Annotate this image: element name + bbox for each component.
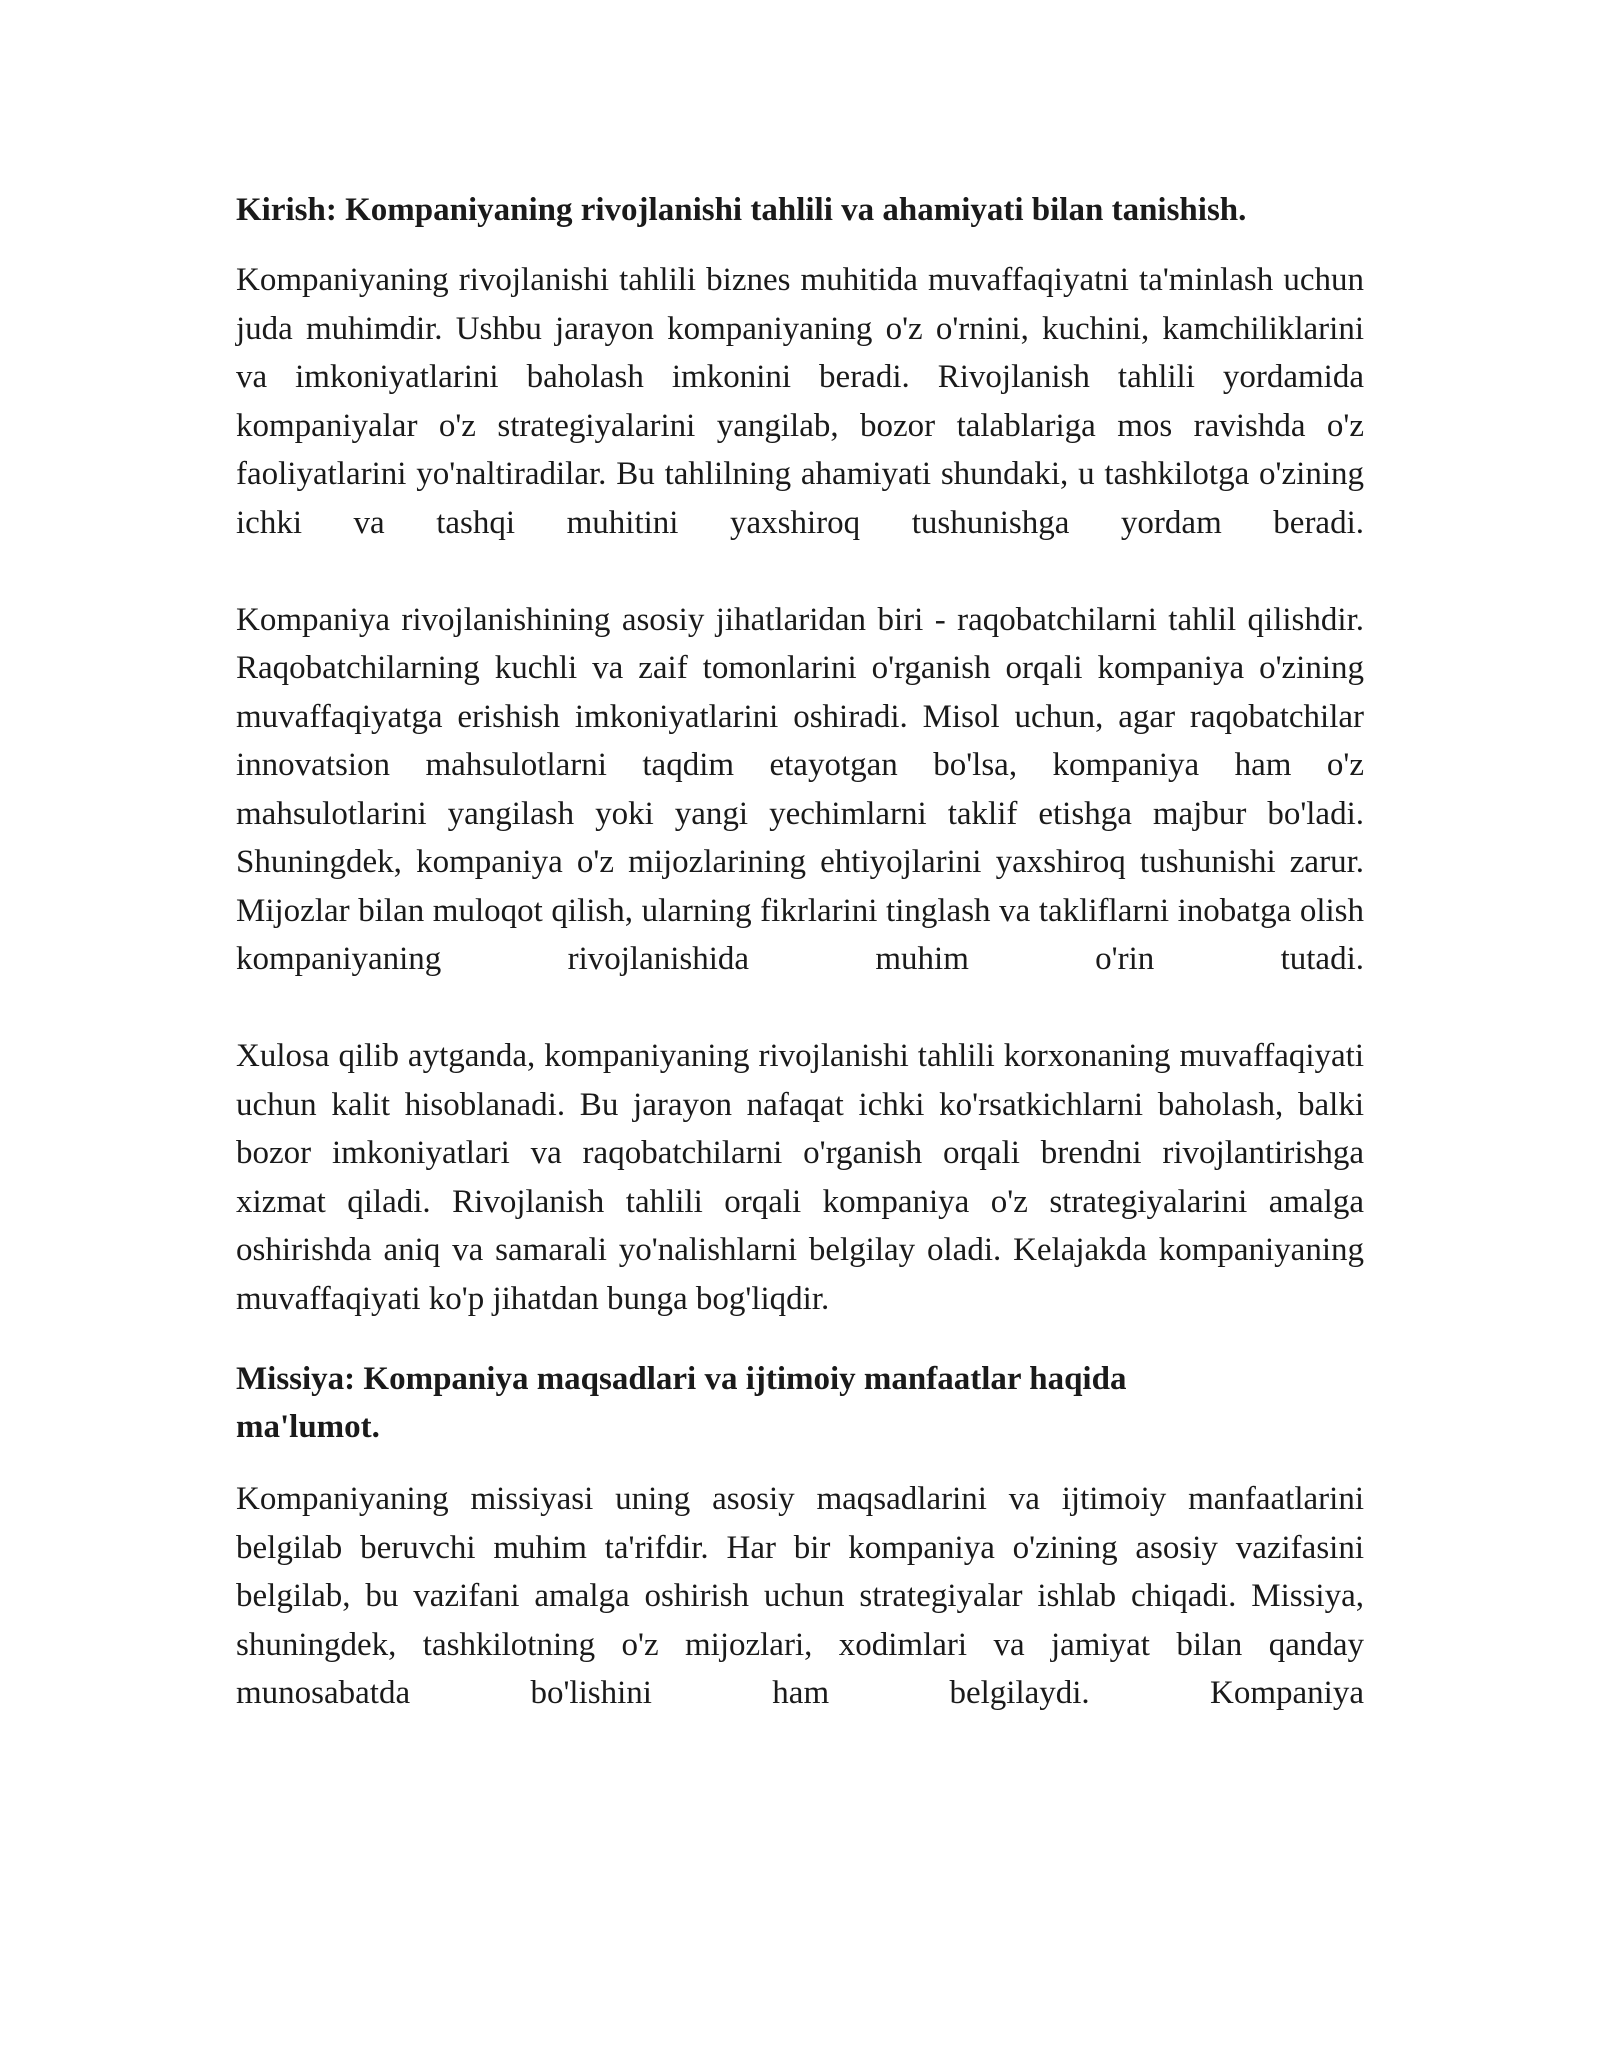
paragraph-mission: Kompaniyaning missiyasi uning asosiy maqsadlarini va ijtimoiy manfaatlarini belgilab beruvchi muhim ta'rifdir. Har bir kompaniya o'zining asosiy vazifasini belgilab, bu vazifani amalga oshirish uchun strategiyalar ishlab chiqadi. Missiya, shuningdek, tashkilotning o'z mijozlari, xodimlari va jamiyat bilan qanday munosabatda bo'lishini ham belgilaydi. Kompaniya — [236, 1481, 1364, 1711]
section-heading-kirish: Kirish: Kompaniyaning rivojlanishi tahlili va ahamiyati bilan tanishish. — [236, 192, 1247, 228]
section-heading-missiya: Missiya: Kompaniya maqsadlari va ijtimoiy manfaatlar haqida ma'lumot. — [236, 1361, 1127, 1445]
document-body — [236, 186, 1364, 1718]
paragraph-gap — [236, 547, 1364, 596]
paragraph-gap — [236, 984, 1364, 1033]
paragraph-intro: Kompaniyaning rivojlanishi tahlili biznes muhitida muvaffaqiyatni ta'minlash uchun juda muhimdir. Ushbu jarayon kompaniyaning o'z o'rnini, kuchini, kamchiliklarini va imkoniyatlarini baholash imkonini beradi. Rivojlanish tahlili yordamida kompaniyalar o'z strategiyalarini yangilab, bozor talablariga mos ravishda o'z faoliyatlarini yo'naltiradilar. Bu tahlilning ahamiyati shundaki, u tashkilotga o'zining ichki va tashqi muhitini yaxshiroq tushunishga yordam beradi. — [236, 262, 1364, 541]
paragraph-competitors: Kompaniya rivojlanishining asosiy jihatlaridan biri - raqobatchilarni tahlil qilishdir. Raqobatchilarning kuchli va zaif tomonlarini o'rganish orqali kompaniya o'zining muvaffaqiyatga erishish imkoniyatlarini oshiradi. Misol uchun, agar raqobatchilar innovatsion mahsulotlarni taqdim etayotgan bo'lsa, kompaniya ham o'z mahsulotlarini yangilash yoki yangi yechimlarni taklif etishga majbur bo'ladi. Shuningdek, kompaniya o'z mijozlarining ehtiyojlarini yaxshiroq tushunishi zarur. Mijozlar bilan muloqot qilish, ularning fikrlarini tinglash va takliflarni inobatga olish kompaniyaning rivojlanishida muhim o'rin tutadi. — [236, 601, 1364, 977]
paragraph-conclusion: Xulosa qilib aytganda, kompaniyaning rivojlanishi tahlili korxonaning muvaffaqiyati uchun kalit hisoblanadi. Bu jarayon nafaqat ichki ko'rsatkichlarni baholash, balki bozor imkoniyatlari va raqobatchilarni o'rganish orqali brendni rivojlantirishga xizmat qiladi. Rivojlanish tahlili orqali kompaniya o'z strategiyalarini amalga oshirishda aniq va samarali yo'nalishlarni belgilay oladi. Kelajakda kompaniyaning muvaffaqiyati ko'p jihatdan bunga bog'liqdir. — [236, 1038, 1364, 1317]
